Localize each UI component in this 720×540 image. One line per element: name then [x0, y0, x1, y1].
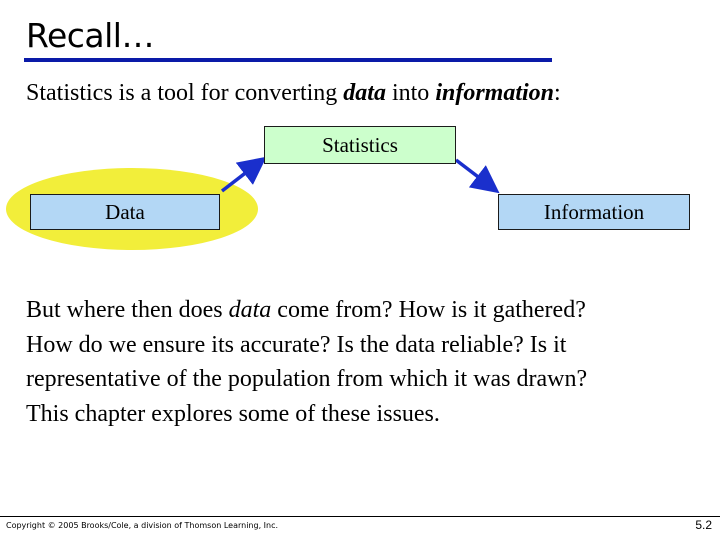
slide-title: Recall…	[26, 16, 154, 55]
statistics-label: Statistics	[322, 132, 398, 157]
page-number: 5.2	[695, 518, 712, 532]
body-line-3: representative of the population from which it was drawn?	[26, 366, 588, 392]
footer-rule	[0, 516, 720, 517]
arrow-statistics-to-information	[456, 160, 494, 189]
data-box	[30, 194, 220, 230]
body-data-emphasis: data	[228, 297, 272, 323]
intro-information-emphasis: information	[435, 80, 555, 106]
intro-data-emphasis: data	[343, 80, 386, 106]
body-line-1-pre: But where then does	[26, 297, 229, 323]
body-line-1-post: come from? How is it gathered?	[271, 297, 586, 323]
body-line-4: This chapter explores some of these issues.	[26, 400, 440, 427]
statistics-box	[264, 126, 456, 164]
intro-mid: into	[385, 80, 436, 106]
information-box	[498, 194, 690, 230]
arrow-data-to-statistics	[222, 161, 261, 191]
copyright-text: Copyright © 2005 Brooks/Cole, a division of Thomson Learning, Inc.	[6, 521, 279, 530]
body-line-1	[26, 293, 706, 328]
body-line-2: How do we ensure its accurate? Is the data reliable? Is it	[26, 331, 567, 358]
intro-post: :	[554, 80, 561, 106]
data-label: Data	[105, 199, 145, 224]
body-paragraph	[26, 293, 706, 431]
intro-pre: Statistics is a tool for converting	[26, 80, 344, 106]
information-label: Information	[543, 199, 645, 224]
